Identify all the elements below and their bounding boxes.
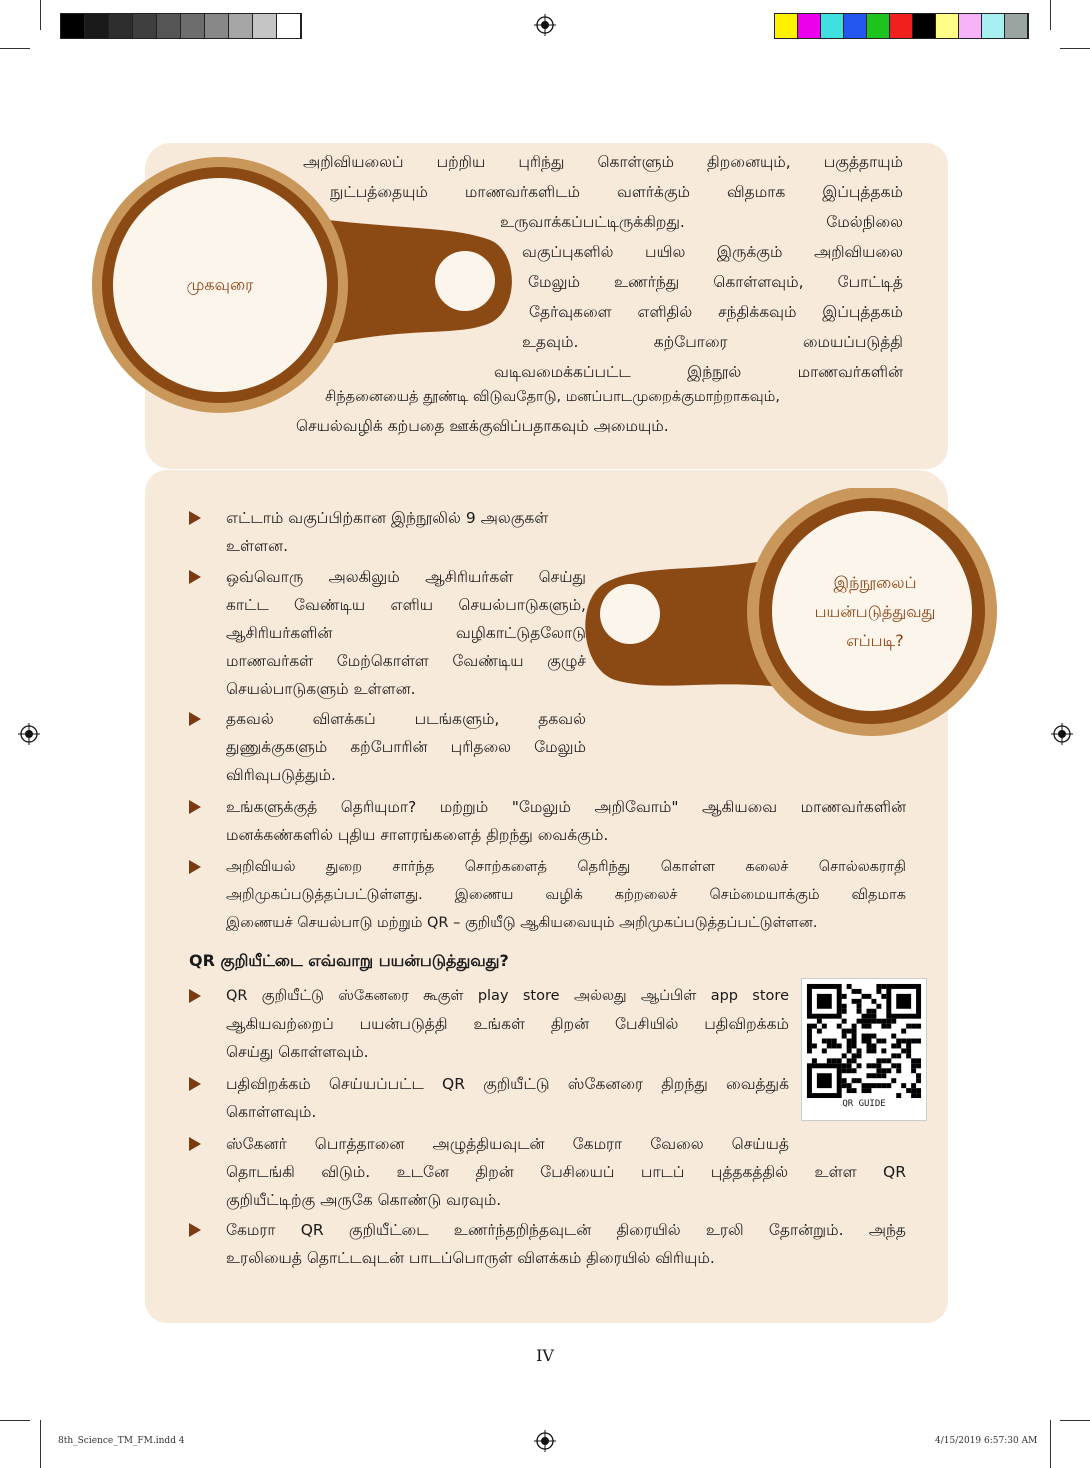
- bullet-line: கேமரா QR குறியீட்டை உணர்ந்தறிந்தவுடன் திரையில் உரலி தோன்றும். அந்த: [226, 1221, 906, 1239]
- bullet-triangle-icon: [189, 511, 201, 525]
- qr-code-image[interactable]: [801, 978, 927, 1121]
- usage-bullet: [226, 563, 586, 703]
- print-timestamp: 4/15/2019 6:57:30 AM: [935, 1436, 1038, 1446]
- preface-line: அறிவியலைப் பற்றிய புரிந்து கொள்ளும் திறனையும், பகுத்தாயும்: [303, 153, 903, 171]
- bullet-line: செய்து கொள்ளவும்.: [226, 1043, 369, 1061]
- bullet-line: ஒவ்வொரு அலகிலும் ஆசிரியர்கள் செய்து: [226, 568, 586, 586]
- bullet-line: துணுக்குகளும் கற்போரின் புரிதலை மேலும்: [226, 738, 586, 756]
- registration-mark-top: [534, 14, 556, 36]
- bullet-line: உங்களுக்குத் தெரியுமா? மற்றும் "மேலும் அறிவோம்" ஆகியவை மாணவர்களின்: [226, 798, 906, 816]
- bullet-line: மனக்கண்களில் புதிய சாளரங்களைத் திறந்து வைக்கும்.: [226, 826, 609, 844]
- gray-swatch: [181, 14, 205, 38]
- bullet-line: செயல்பாடுகளும் உள்ளன.: [226, 680, 416, 698]
- bullet-line: உள்ளன.: [226, 537, 288, 555]
- usage-bullet: [226, 793, 906, 849]
- bullet-line: QR குறியீட்டு ஸ்கேனரை கூகுள் play store அல்லது ஆப்பிள் app store: [226, 988, 789, 1004]
- color-calibration-bar: [774, 13, 1029, 39]
- bullet-line: அறிவியல் துறை சார்ந்த சொற்களைத் தெரிந்து கொள்ள கலைச் சொல்லகராதி: [226, 859, 906, 875]
- qr-caption: QR GUIDE: [842, 1099, 886, 1109]
- bullet-triangle-icon: [189, 800, 201, 814]
- preface-line: சிந்தனையைத் தூண்டி விடுவதோடு, மனப்பாடமுறைக்குமாற்றாகவும்,: [325, 389, 780, 405]
- color-swatch: [936, 14, 959, 38]
- bullet-line: தகவல் விளக்கப் படங்களும், தகவல்: [226, 710, 586, 728]
- usage-bullet: [226, 853, 906, 937]
- usage-bullet: [226, 705, 586, 789]
- bullet-triangle-icon: [189, 989, 201, 1003]
- color-swatch: [867, 14, 890, 38]
- preface-line: உதவும். கற்போரை மையப்படுத்தி: [522, 333, 903, 351]
- qr-bullet: [226, 1070, 789, 1126]
- qr-section-heading: QR குறியீட்டை எவ்வாறு பயன்படுத்துவது?: [189, 951, 509, 970]
- color-swatch: [821, 14, 844, 38]
- bullet-triangle-icon: [189, 1223, 201, 1237]
- bullet-line: அறிமுகப்படுத்தப்பட்டுள்ளது. இணைய வழிக் கற்றலைச் செம்மையாக்கும் விதமாக: [226, 887, 906, 903]
- bullet-line: கொள்ளவும்.: [226, 1103, 317, 1121]
- preface-line: செயல்வழிக் கற்பதை ஊக்குவிப்பதாகவும் அமையும்.: [296, 417, 669, 435]
- registration-mark-right: [1051, 723, 1073, 745]
- bullet-triangle-icon: [189, 1137, 201, 1151]
- color-swatch: [890, 14, 913, 38]
- color-swatch: [982, 14, 1005, 38]
- bullet-triangle-icon: [189, 860, 201, 874]
- gray-swatch: [109, 14, 133, 38]
- usage-heading-line: இந்நூலைப்: [833, 573, 917, 592]
- preface-line: தேர்வுகளை எளிதில் சந்திக்கவும் இப்புத்தகம்: [529, 303, 903, 321]
- bullet-line: எட்டாம் வகுப்பிற்கான இந்நூலில் 9 அலகுகள்: [226, 509, 549, 527]
- preface-heading: முகவுரை: [186, 275, 254, 294]
- preface-line: வடிவமைக்கப்பட்ட இந்நூல் மாணவர்களின்: [494, 363, 903, 381]
- registration-mark-left: [18, 723, 40, 745]
- qr-bullet: [226, 1130, 906, 1214]
- gray-swatch: [253, 14, 277, 38]
- color-swatch: [844, 14, 867, 38]
- gray-swatch: [205, 14, 229, 38]
- usage-bullet: [226, 504, 586, 560]
- bullet-line: ஸ்கேனர் பொத்தானை அழுத்தியவுடன் கேமரா வேலை செய்யத்: [226, 1135, 789, 1153]
- gray-swatch: [61, 14, 85, 38]
- gray-swatch: [229, 14, 253, 38]
- bullet-triangle-icon: [189, 712, 201, 726]
- file-slug: 8th_Science_TM_FM.indd 4: [58, 1436, 185, 1446]
- registration-mark-bottom: [534, 1430, 556, 1452]
- preface-line: மேலும் உணர்ந்து கொள்ளவும், போட்டித்: [528, 273, 903, 291]
- grayscale-calibration-bar: [60, 13, 302, 39]
- bullet-line: மாணவர்கள் மேற்கொள்ள வேண்டிய குழுச்: [226, 652, 586, 670]
- color-swatch: [1005, 14, 1028, 38]
- usage-heading-line: பயன்படுத்துவது: [814, 602, 936, 621]
- page-number: IV: [536, 1346, 554, 1365]
- bullet-line: குறியீட்டிற்கு அருகே கொண்டு வரவும்.: [226, 1191, 502, 1209]
- color-swatch: [775, 14, 798, 38]
- gray-swatch: [277, 14, 301, 38]
- preface-line: உருவாக்கப்பட்டிருக்கிறது. மேல்நிலை: [500, 213, 903, 231]
- bullet-line: விரிவுபடுத்தும்.: [226, 766, 336, 784]
- qr-bullet: [226, 1216, 906, 1272]
- color-swatch: [959, 14, 982, 38]
- gray-swatch: [157, 14, 181, 38]
- preface-line: வகுப்புகளில் பயில இருக்கும் அறிவியலை: [522, 243, 903, 261]
- bullet-line: தொடங்கி விடும். உடனே திறன் பேசியைப் பாடப் புத்தகத்தில் உள்ள QR: [226, 1163, 906, 1181]
- usage-heading: [790, 568, 960, 655]
- qr-code-icon: [802, 979, 926, 1103]
- preface-line: நுட்பத்தையும் மாணவர்களிடம் வளர்க்கும் விதமாக இப்புத்தகம்: [330, 183, 903, 201]
- bullet-line: பதிவிறக்கம் செய்யப்பட்ட QR குறியீட்டு ஸ்கேனரை திறந்து வைத்துக்: [226, 1075, 789, 1093]
- gray-swatch: [85, 14, 109, 38]
- bullet-line: இணையச் செயல்பாடு மற்றும் QR – குறியீடு ஆகியவையும் அறிமுகப்படுத்தப்பட்டுள்ளன.: [226, 915, 818, 931]
- bullet-line: ஆகியவற்றைப் பயன்படுத்தி உங்கள் திறன் பேசியில் பதிவிறக்கம்: [226, 1015, 789, 1033]
- qr-bullet: [226, 982, 789, 1066]
- bullet-line: ஆசிரியர்களின் வழிகாட்டுதலோடு: [226, 624, 586, 642]
- bullet-line: காட்ட வேண்டிய எளிய செயல்பாடுகளும்,: [226, 596, 586, 614]
- color-swatch: [798, 14, 821, 38]
- color-swatch: [913, 14, 936, 38]
- gray-swatch: [133, 14, 157, 38]
- usage-heading-line: எப்படி?: [846, 631, 904, 650]
- bullet-triangle-icon: [189, 570, 201, 584]
- bullet-triangle-icon: [189, 1077, 201, 1091]
- bullet-line: உரலியைத் தொட்டவுடன் பாடப்பொருள் விளக்கம் திரையில் விரியும்.: [226, 1249, 715, 1267]
